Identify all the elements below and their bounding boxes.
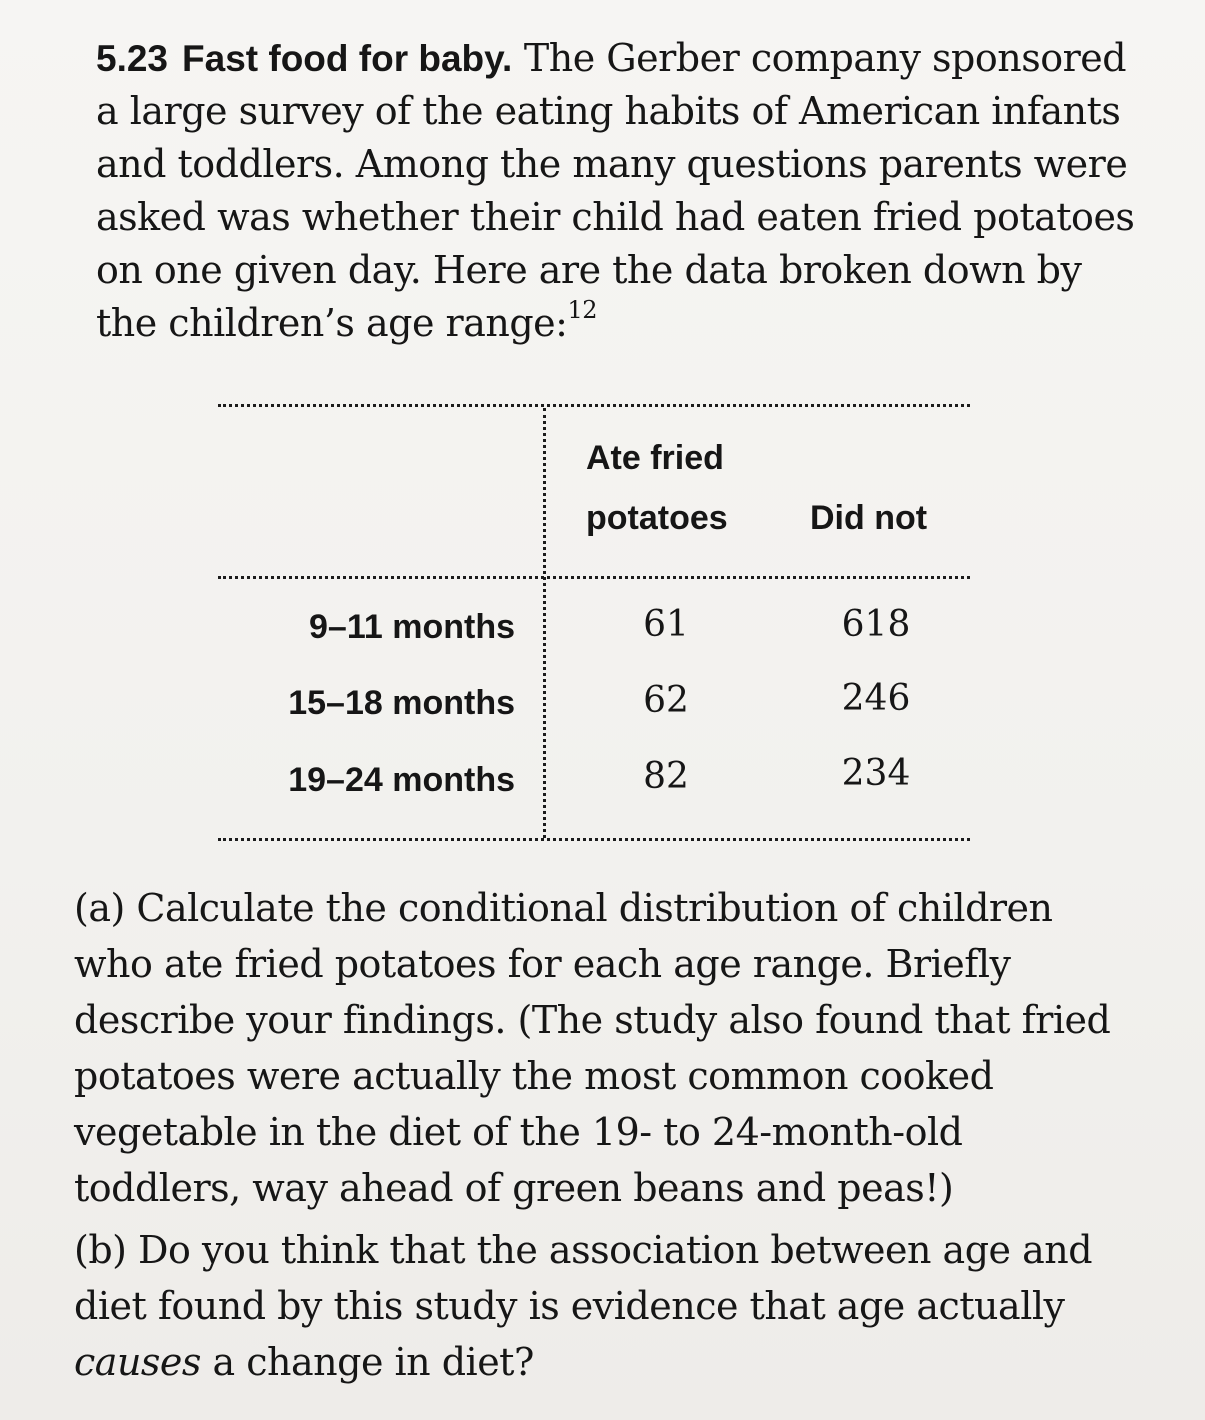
cell-9-11-did-not: 618 (841, 604, 911, 645)
question-b-text-start: (b) Do you think that the association between age and diet found by this study is evidence that age actually (74, 1228, 1093, 1328)
exercise-intro-text: The Gerber company sponsored a large survey of the eating habits of American infants and toddlers. Among the many questions parents were asked was whether their child had eaten fried potatoes on one given day. Here are the data broken down by the children’s age range: (96, 36, 1135, 345)
question-a: (a) Calculate the conditional distribution of children who ate fried potatoes for each age range. Briefly describe your findings. (The study also found that fried potatoes were actually the most common cooked vegetable in the diet of the 19- to 24-month-old toddlers, way ahead of green beans and peas!) (74, 886, 1111, 1210)
exercise-block (96, 32, 1136, 350)
row-label-15-18-months: 15–18 months (288, 684, 515, 722)
column-header-did-not: Did not (810, 499, 928, 537)
row-label-9-11-months: 9–11 months (309, 608, 515, 646)
two-way-table (218, 400, 970, 848)
cell-15-18-ate: 62 (643, 680, 689, 721)
exercise-intro-paragraph (96, 32, 1136, 350)
table-bottom-rule (218, 838, 970, 841)
cell-15-18-did-not: 246 (841, 678, 911, 719)
column-header-line-2: potatoes (586, 499, 728, 537)
cell-19-24-did-not: 234 (841, 753, 911, 794)
footnote-reference: 12 (567, 296, 597, 324)
cell-19-24-ate: 82 (643, 756, 689, 797)
table-header-rule (218, 576, 970, 579)
question-b (74, 1222, 1134, 1390)
table-top-rule (218, 404, 970, 407)
exercise-title: Fast food for baby. (182, 38, 513, 79)
exercise-number: 5.23 (96, 38, 169, 79)
row-label-19-24-months: 19–24 months (288, 761, 515, 799)
question-b-emphasis: causes (74, 1340, 201, 1384)
column-header-line-1: Ate fried (586, 439, 724, 477)
cell-9-11-ate: 61 (643, 604, 689, 645)
table-vertical-rule (543, 408, 546, 838)
column-header-ate-fried-potatoes (586, 428, 728, 548)
question-b-text-end: a change in diet? (212, 1340, 534, 1384)
exercise-questions (74, 880, 1134, 1390)
